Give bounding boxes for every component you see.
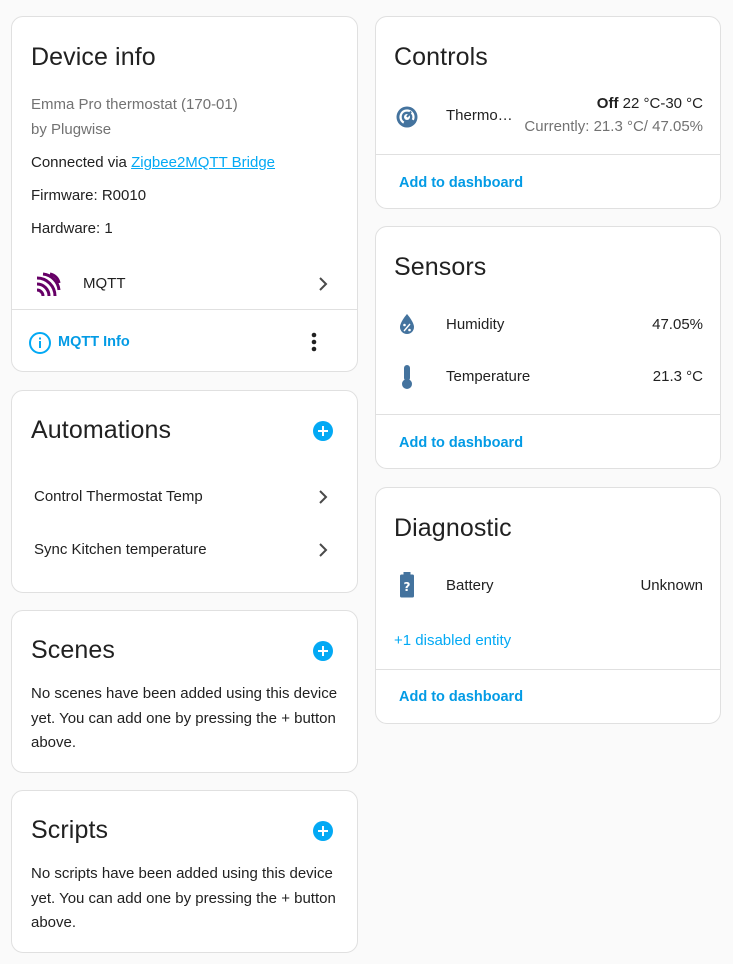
chevron-right-icon [316, 490, 330, 504]
mqtt-icon [34, 271, 62, 299]
mqtt-info-button[interactable] [26, 329, 166, 357]
sensor-name: Humidity [446, 316, 505, 333]
thermostat-state [597, 95, 703, 112]
controls-card [375, 16, 721, 209]
integration-row-mqtt[interactable] [12, 259, 357, 309]
thermometer-icon [400, 364, 414, 390]
chevron-right-icon [316, 277, 330, 291]
thermostat-icon [395, 105, 419, 129]
svg-text:?: ? [403, 580, 411, 594]
automation-label: Control Thermostat Temp [34, 488, 203, 505]
zigbee2mqtt-bridge-link[interactable]: Zigbee2MQTT Bridge [131, 154, 276, 171]
integration-name: MQTT [83, 275, 126, 292]
automation-item[interactable] [12, 471, 357, 521]
automations-card [11, 390, 358, 593]
diagnostic-row-battery[interactable] [376, 564, 720, 608]
sensor-value: 47.05% [652, 316, 703, 333]
scripts-card [11, 790, 358, 953]
device-info-title: Device info [31, 43, 156, 71]
automations-title: Automations [31, 416, 172, 444]
scenes-card [11, 610, 358, 773]
firmware-version: Firmware: R0010 [31, 187, 147, 204]
controls-divider [376, 154, 720, 155]
sensors-title: Sensors [394, 253, 487, 281]
connected-via-label: Connected via [31, 154, 132, 171]
diagnostic-value: Unknown [640, 577, 703, 594]
device-info-card [11, 16, 358, 372]
thermostat-hvac-state: Off [596, 95, 619, 112]
add-automation-icon[interactable] [312, 420, 334, 442]
automation-item[interactable] [12, 524, 357, 574]
water-percent-icon [396, 312, 418, 336]
chevron-right-icon [316, 543, 330, 557]
scenes-title: Scenes [31, 636, 115, 664]
thermostat-entity-name: Thermo… [446, 107, 513, 124]
thermostat-setpoint: 22 °C-30 °C [618, 95, 703, 112]
add-scene-icon[interactable] [312, 640, 334, 662]
automation-label: Sync Kitchen temperature [34, 541, 207, 558]
scenes-empty-text: No scenes have been added using this device yet. You can add one by pressing the + button above. [31, 685, 338, 751]
mqtt-info-label: MQTT Info [58, 334, 130, 350]
sensor-value: 21.3 °C [652, 368, 703, 385]
diagnostic-title: Diagnostic [394, 514, 512, 542]
scripts-title: Scripts [31, 816, 109, 844]
controls-title: Controls [394, 43, 488, 71]
diagnostic-add-to-dashboard-button[interactable]: Add to dashboard [399, 689, 524, 705]
diagnostic-name: Battery [446, 577, 494, 594]
sensor-name: Temperature [446, 368, 531, 385]
sensors-card [375, 226, 721, 469]
info-icon [28, 331, 52, 355]
overflow-menu-icon[interactable] [309, 330, 319, 354]
diagnostic-card [375, 487, 721, 724]
hardware-version: Hardware: 1 [31, 220, 113, 237]
device-info-divider [12, 309, 357, 310]
connected-via [31, 154, 275, 171]
battery-unknown-icon [398, 571, 416, 599]
controls-add-to-dashboard-button[interactable]: Add to dashboard [399, 175, 524, 191]
add-script-icon[interactable] [312, 820, 334, 842]
scripts-empty-text: No scripts have been added using this device yet. You can add one by pressing the + button above. [31, 865, 336, 931]
diagnostic-divider [376, 669, 720, 670]
thermostat-current: Currently: 21.3 °C/ 47.05% [524, 118, 703, 135]
sensor-row-humidity[interactable] [376, 303, 720, 347]
sensors-divider [376, 414, 720, 415]
disabled-entities-link[interactable]: +1 disabled entity [394, 632, 512, 649]
device-manufacturer: by Plugwise [31, 121, 112, 138]
thermostat-entity-row[interactable] [376, 89, 720, 149]
device-model: Emma Pro thermostat (170-01) [31, 96, 238, 113]
sensor-row-temperature[interactable] [376, 355, 720, 399]
sensors-add-to-dashboard-button[interactable]: Add to dashboard [399, 435, 524, 451]
